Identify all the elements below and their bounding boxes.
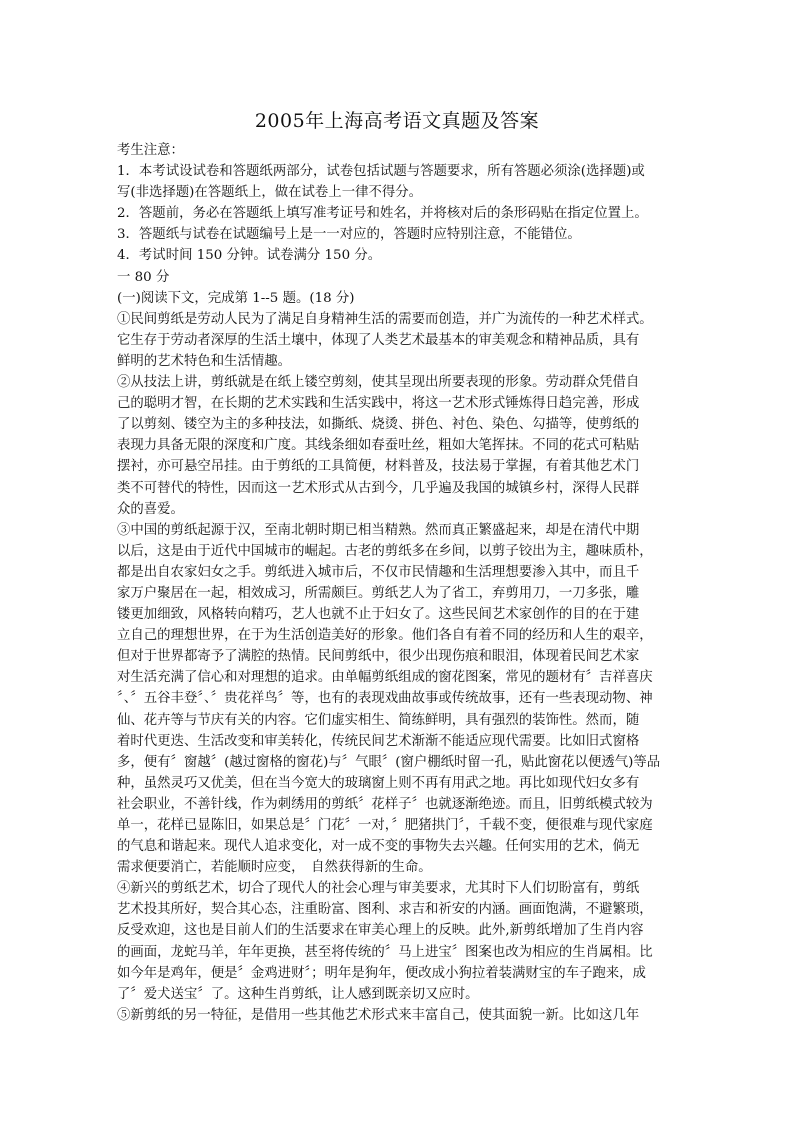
text-line: 反受欢迎，这也是目前人们的生活要求在审美心理上的反映。此外,新剪纸增加了生肖内容	[117, 923, 644, 939]
text-line: ④新兴的剪纸艺术，切合了现代人的社会心理与审美要求，尤其时下人们切盼富有，剪纸	[117, 881, 640, 897]
text-line: 〞、〞五谷丰登〞、〞贵花祥鸟〞等，也有的表现戏曲故事或传统故事，还有一些表现动物、神	[117, 691, 653, 707]
text-line: 鲜明的艺术特色和生活情趣。	[117, 353, 292, 369]
text-line: 单一，花样已显陈旧，如果总是〞门花〞一对，〞肥猪拱门〞，千载不变，便很难与现代家庭	[117, 818, 653, 833]
text-line: 着时代更迭、生活改变和审美转化，传统民间艺术渐渐不能适应现代需要。比如旧式窗格	[117, 733, 640, 749]
text-line: 类不可替代的特性，因而这一艺术形式从古到今，几乎遍及我国的城镇乡村，深得人民群	[117, 480, 640, 496]
text-line: 仙、花卉等与节庆有关的内容。它们虚实相生、简练鲜明，具有强烈的装饰性。然而，随	[117, 712, 640, 728]
document-title: 2005年上海高考语文真题及答案	[254, 110, 540, 132]
text-line: 家万户聚居在一起，相效成习，所需颇巨。剪纸艺人为了省工，弃剪用刀，一刀多张，雕	[117, 585, 640, 601]
text-line: 了以剪刻、镂空为主的多种技法，如撕纸、烧烫、拼色、衬色、染色、勾描等，使剪纸的	[117, 417, 640, 433]
text-line: 表现力具备无限的深度和广度。其线条细如春蚕吐丝，粗如大笔挥抹。不同的花式可粘贴	[117, 438, 640, 454]
text-line: ③中国的剪纸起源于汉，至南北朝时期已相当精熟。然而真正繁盛起来，却是在清代中期	[117, 522, 640, 538]
text-line: 的气息和谐起来。现代人追求变化，对一成不变的事物失去兴趣。任何实用的艺术，倘无	[117, 839, 640, 855]
text-lines	[117, 140, 677, 1026]
text-line: 社会职业，不善针线，作为刺绣用的剪纸〞花样子〞也就逐渐绝迹。而且，旧剪纸模式较为	[117, 796, 653, 812]
text-line: 2．答题前，务必在答题纸上填写准考证号和姓名，并将核对后的条形码贴在指定位置上。	[117, 206, 648, 222]
text-line: 己的聪明才智，在长期的艺术实践和生活实践中，将这一艺术形式锤炼得日趋完善，形成	[117, 396, 640, 412]
text-line: ②从技法上讲，剪纸就是在纸上镂空剪刻，使其呈现出所要表现的形象。劳动群众凭借自	[117, 375, 640, 391]
text-line: 立自己的理想世界，在于为生活创造美好的形象。他们各自有着不同的经历和人生的艰辛，	[117, 628, 653, 644]
text-line: ①民间剪纸是劳动人民为了满足自身精神生活的需要而创造，并广为流传的一种艺术样式。	[117, 311, 653, 327]
text-line: 4．考试时间 150 分钟。试卷满分 150 分。	[117, 248, 382, 264]
text-line: 的画面，龙蛇马羊，年年更换，甚至将传统的〞马上进宝〞图案也改为相应的生肖属相。比	[117, 944, 653, 960]
text-line: 它生存于劳动者深厚的生活土壤中，体现了人类艺术最基本的审美观念和精神品质，具有	[117, 332, 640, 348]
text-line: 众的喜爱。	[117, 501, 184, 517]
text-line: 以后，这是由于近代中国城市的崛起。古老的剪纸多在乡间，以剪子铰出为主，趣味质朴，	[117, 543, 653, 559]
document-body	[117, 140, 677, 1026]
text-line: 艺术投其所好，契合其心态，注重盼富、图利、求吉和祈安的内涵。画面饱满，不避繁琐，	[117, 902, 653, 918]
text-line: 种，虽然灵巧又优美，但在当今宽大的玻璃窗上则不再有用武之地。再比如现代妇女多有	[117, 775, 640, 791]
text-line: 了〞爱犬送宝〞了。这种生肖剪纸，让人感到既亲切又应时。	[117, 986, 479, 1002]
text-line: 1．本考试设试卷和答题纸两部分，试卷包括试题与答题要求，所有答题必须涂(选择题)或	[117, 164, 645, 180]
text-line: 镂更加细致，风格转向精巧，艺人也就不止于妇女了。这些民间艺术家创作的目的在于建	[117, 607, 640, 623]
text-line: 都是出自农家妇女之手。剪纸进入城市后，不仅市民情趣和生活理想要渗入其中，而且千	[117, 564, 640, 580]
text-line: 摆衬，亦可悬空吊挂。由于剪纸的工具简便，材料普及，技法易于掌握，有着其他艺术门	[117, 459, 640, 475]
text-line: 对生活充满了信心和对理想的追求。由单幅剪纸组成的窗花图案，常见的题材有〞吉祥喜庆	[117, 670, 653, 686]
text-line: 如今年是鸡年，便是〞金鸡进财〞；明年是狗年，便改成小狗拉着装满财宝的车子跑来，成	[117, 965, 646, 981]
text-line: 写(非选择题)在答题纸上，做在试卷上一律不得分。	[117, 185, 423, 201]
text-line: 一 80 分	[117, 269, 170, 285]
text-line: 但对于世界都寄予了满腔的热情。民间剪纸中，很少出现伤痕和眼泪，体现着民间艺术家	[117, 649, 640, 665]
text-line: 需求便要消亡，若能顺时应变， 自然获得新的生命。	[117, 860, 432, 876]
text-line: 考生注意：	[117, 143, 184, 158]
text-line: 3．答题纸与试卷在试题编号上是一一对应的，答题时应特别注意，不能错位。	[117, 227, 581, 243]
text-line: (一)阅读下文，完成第 1--5 题。(18 分)	[117, 290, 355, 306]
text-line: ⑤新剪纸的另一特征，是借用一些其他艺术形式来丰富自己，使其面貌一新。比如这几年	[117, 1007, 640, 1023]
text-line: 多，便有〞窗越〞(越过窗格的窗花)与〞气眼〞(窗户棚纸时留一孔，贴此窗花以便透气)等品	[117, 754, 661, 770]
